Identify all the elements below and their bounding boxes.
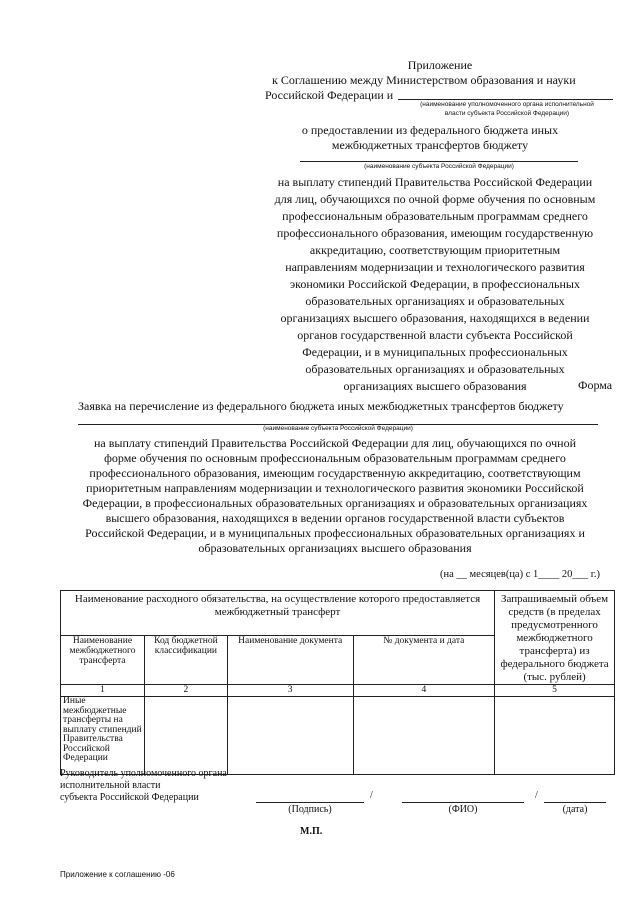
header-line-3: о предоставлении из федерального бюджета иных [301, 123, 559, 137]
separator-slash-1: / [370, 790, 373, 801]
purpose-text: на выплату стипендий Правительства Российской Федерации для лиц, обучающихся по очной форме обучения по основным профессиональным образовательным программам среднего профессионального образования, имеющим государственную аккредитацию, соответствующим приоритетным направлениям модернизации и технологического развития экономики Российской Федерации, в профессиональных образовательных организациях и образовательных организациях высшего образования, находящихся в ведении органов государственной власти субъекта Российской Федерации, и в муниципальных профессиональных образовательных организациях и образовательных организациях высшего образования [274, 175, 596, 393]
request-subject-note: (наименование субъекта Российской Федерации) [263, 425, 413, 432]
authority-name-line [398, 99, 613, 100]
subject-name-line [300, 161, 578, 162]
signature-caption: (Подпись) [288, 804, 332, 815]
header-line-1: к Соглашению между Министерством образования и науки [272, 73, 576, 87]
table-header-transfer-name: Наименование межбюджетного трансферта [61, 635, 145, 684]
header-line-2: Российской Федерации и [265, 88, 394, 102]
request-text: на выплату стипендий Правительства Российской Федерации для лиц, обучающихся по очной форме обучения по основным профессиональным образовательным программам среднего профессионального образования, имеющим государственную аккредитацию, соответствующим приоритетным направлениям модернизации и технологического развития экономики Российской Федерации, в профессиональных образовательных организациях и образовательных организациях высшего образования, находящихся в ведении органов государственной власти субъектов Российской Федерации, и в муниципальных профессиональных образовательных организациях и образовательных организациях высшего образования [82, 436, 588, 555]
table-header-document-number: № документа и дата [353, 635, 495, 684]
request-title: Заявка на перечисление из федерального бюджета иных межбюджетных трансфертов бюджету [78, 399, 564, 413]
table-cell-amount[interactable] [495, 697, 615, 775]
signature-line[interactable] [256, 802, 364, 803]
footer-note: Приложение к соглашению -06 [60, 870, 175, 879]
table-cell-budget-code[interactable] [144, 697, 227, 775]
authority-note-2: власти субъекта Российской Федерации) [444, 110, 570, 117]
subject-note: (наименование субъекта Российской Федерации) [364, 163, 514, 170]
separator-slash-2: / [535, 790, 538, 801]
table-header-budget-code: Код бюджетной классификации [144, 635, 227, 684]
table-col-number-1: 1 [61, 685, 145, 697]
header-line-4: межбюджетных трансфертов бюджету [331, 138, 529, 152]
table-col-number-2: 2 [144, 685, 227, 697]
stamp-label: М.П. [300, 826, 323, 837]
table-cell-transfer-name: Иные межбюджетные трансферты на выплату стипендий Правительства Российской Федерации [61, 697, 145, 775]
date-caption: (дата) [562, 804, 588, 815]
date-line[interactable] [544, 802, 606, 803]
table-col-number-5: 5 [495, 685, 615, 697]
table-header-document-name: Наименование документа [227, 635, 353, 684]
table-col-number-4: 4 [353, 685, 495, 697]
fio-caption: (ФИО) [448, 804, 478, 815]
request-table [60, 590, 615, 775]
fio-line[interactable] [402, 802, 524, 803]
table-cell-document-number[interactable] [353, 697, 495, 775]
table-header-amount: Запрашиваемый объем средств (в пределах предусмотренного межбюджетного трансферта) из федерального бюджета (тыс. рублей) [495, 591, 615, 685]
table-row [61, 697, 615, 775]
signatory-role: Руководитель уполномоченного органа исполнительной власти субъекта Российской Федерации [60, 768, 227, 803]
table-group-header: Наименование расходного обязательства, на осуществление которого предоставляется межбюджетный трансферт [61, 591, 495, 636]
request-period: (на __ месяцев(ца) с 1____ 20___ г.) [440, 569, 600, 580]
header-title: Приложение [407, 58, 473, 72]
authority-note-1: (наименование уполномоченного органа исполнительной [420, 101, 594, 108]
table-col-number-3: 3 [227, 685, 353, 697]
table-cell-document-name[interactable] [227, 697, 353, 775]
form-label: Форма [578, 378, 613, 392]
